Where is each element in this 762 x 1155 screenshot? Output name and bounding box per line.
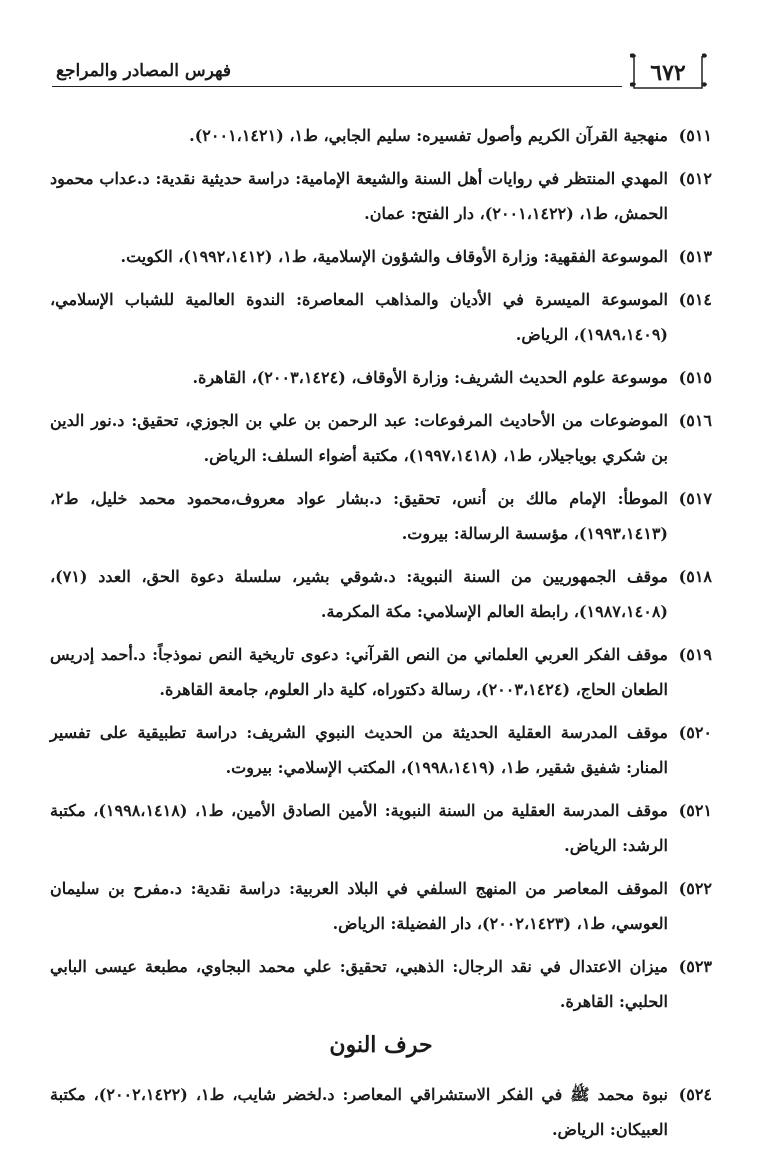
entry-number: ٥١١) bbox=[678, 126, 712, 145]
entry-number: ٥١٣) bbox=[678, 247, 712, 266]
entry-number: ٥٢٢) bbox=[678, 879, 712, 898]
entry-text: موقف المدرسة العقلية من السنة النبوية: الأمين الصادق الأمين، ط١، (١٩٩٨،١٤١٨)، مكتبة الرشد: الرياض. bbox=[50, 801, 668, 855]
entry-text: ميزان الاعتدال في نقد الرجال: الذهبي، تحقيق: علي محمد البجاوي، مطبعة عيسى البابي الحلبي: القاهرة. bbox=[50, 957, 668, 1011]
list-item bbox=[50, 793, 712, 863]
entry-text: الموقف المعاصر من المنهج السلفي في البلاد العربية: دراسة نقدية: د.مفرح بن سليمان العوسي، ط١، (٢٠٠٢،١٤٢٣)، دار الفضيلة: الرياض. bbox=[50, 879, 668, 933]
entry-text: موقف الجمهوريين من السنة النبوية: د.شوقي بشير، سلسلة دعوة الحق، العدد (٧١)، (١٩٨٧،١٤٠٨)، رابطة العالم الإسلامي: مكة المكرمة. bbox=[50, 567, 668, 621]
entry-number: ٥٢٣) bbox=[678, 957, 712, 976]
entry-text: منهجية القرآن الكريم وأصول تفسيره: سليم الجابي، ط١، (٢٠٠١،١٤٢١). bbox=[189, 126, 668, 145]
entry-text: الموضوعات من الأحاديث المرفوعات: عبد الرحمن بن علي بن الجوزي، تحقيق: د.نور الدين بن شكري بوياجيلار، ط١، (١٩٩٧،١٤١٨)، مكتبة أضواء السلف: الرياض. bbox=[50, 411, 668, 465]
list-item bbox=[50, 1077, 712, 1147]
page-number: ٦٧٢ bbox=[650, 60, 686, 86]
entry-text: موقف المدرسة العقلية الحديثة من الحديث النبوي الشريف: دراسة تطبيقية على تفسير المنار: شفيق شقير، ط١، (١٩٩٨،١٤١٩)، المكتب الإسلامي: بيروت. bbox=[50, 723, 668, 777]
list-item bbox=[50, 403, 712, 473]
list-item bbox=[50, 715, 712, 785]
list-item bbox=[50, 637, 712, 707]
entry-number: ٥١٩) bbox=[678, 645, 712, 664]
list-item bbox=[50, 559, 712, 629]
list-item bbox=[50, 481, 712, 551]
entry-text: موسوعة علوم الحديث الشريف: وزارة الأوقاف، (٢٠٠٣،١٤٢٤)، القاهرة. bbox=[192, 368, 668, 387]
list-item bbox=[50, 360, 712, 395]
page-header bbox=[52, 48, 708, 92]
entry-text: الموسوعة الفقهية: وزارة الأوقاف والشؤون الإسلامية، ط١، (١٩٩٢،١٤١٢)، الكويت. bbox=[120, 247, 668, 266]
list-item bbox=[50, 118, 712, 153]
entry-number: ٥١٨) bbox=[678, 567, 712, 586]
list-item bbox=[50, 239, 712, 274]
entry-text: نبوة محمد ﷺ في الفكر الاستشراقي المعاصر: د.لخضر شايب، ط١، (٢٠٠٢،١٤٢٢)، مكتبة العبيكان: الرياض. bbox=[50, 1085, 669, 1139]
entry-text: الموسوعة الميسرة في الأديان والمذاهب المعاصرة: الندوة العالمية للشباب الإسلامي، (١٩٨٩،١٤٠٩)، الرياض. bbox=[50, 290, 669, 344]
entry-number: ٥١٥) bbox=[678, 368, 712, 387]
page-number-frame bbox=[628, 52, 708, 88]
running-title: فهرس المصادر والمراجع bbox=[56, 61, 231, 81]
entry-text: المهدي المنتظر في روايات أهل السنة والشيعة الإمامية: دراسة حديثية نقدية: د.عداب محمود الحمش، ط١، (٢٠٠١،١٤٢٢)، دار الفتح: عمان. bbox=[50, 169, 668, 223]
entry-number: ٥١٧) bbox=[678, 489, 712, 508]
entry-number: ٥١٤) bbox=[678, 290, 712, 309]
entry-number: ٥١٢) bbox=[678, 169, 712, 188]
header-rule bbox=[52, 86, 622, 87]
list-item bbox=[50, 161, 712, 231]
entry-text: موقف الفكر العربي العلماني من النص القرآني: دعوى تاريخية النص نموذجاً: د.أحمد إدريس الطعان الحاج، (٢٠٠٣،١٤٢٤)، رسالة دكتوراه، كلية دار العلوم، جامعة القاهرة. bbox=[50, 645, 668, 699]
list-item bbox=[50, 282, 712, 352]
list-item bbox=[50, 949, 712, 1019]
entry-number: ٥٢٤) bbox=[678, 1085, 712, 1104]
entry-number: ٥٢٠) bbox=[678, 723, 712, 742]
entry-text: الموطأ: الإمام مالك بن أنس، تحقيق: د.بشار عواد معروف،محمود محمد خليل، ط٢، (١٩٩٣،١٤١٣)، مؤسسة الرسالة: بيروت. bbox=[50, 489, 668, 543]
entry-number: ٥١٦) bbox=[678, 411, 712, 430]
bibliography-list bbox=[50, 118, 712, 1155]
section-heading: حرف النون bbox=[329, 1032, 433, 1058]
entry-number: ٥٢١) bbox=[678, 801, 712, 820]
list-item bbox=[50, 871, 712, 941]
